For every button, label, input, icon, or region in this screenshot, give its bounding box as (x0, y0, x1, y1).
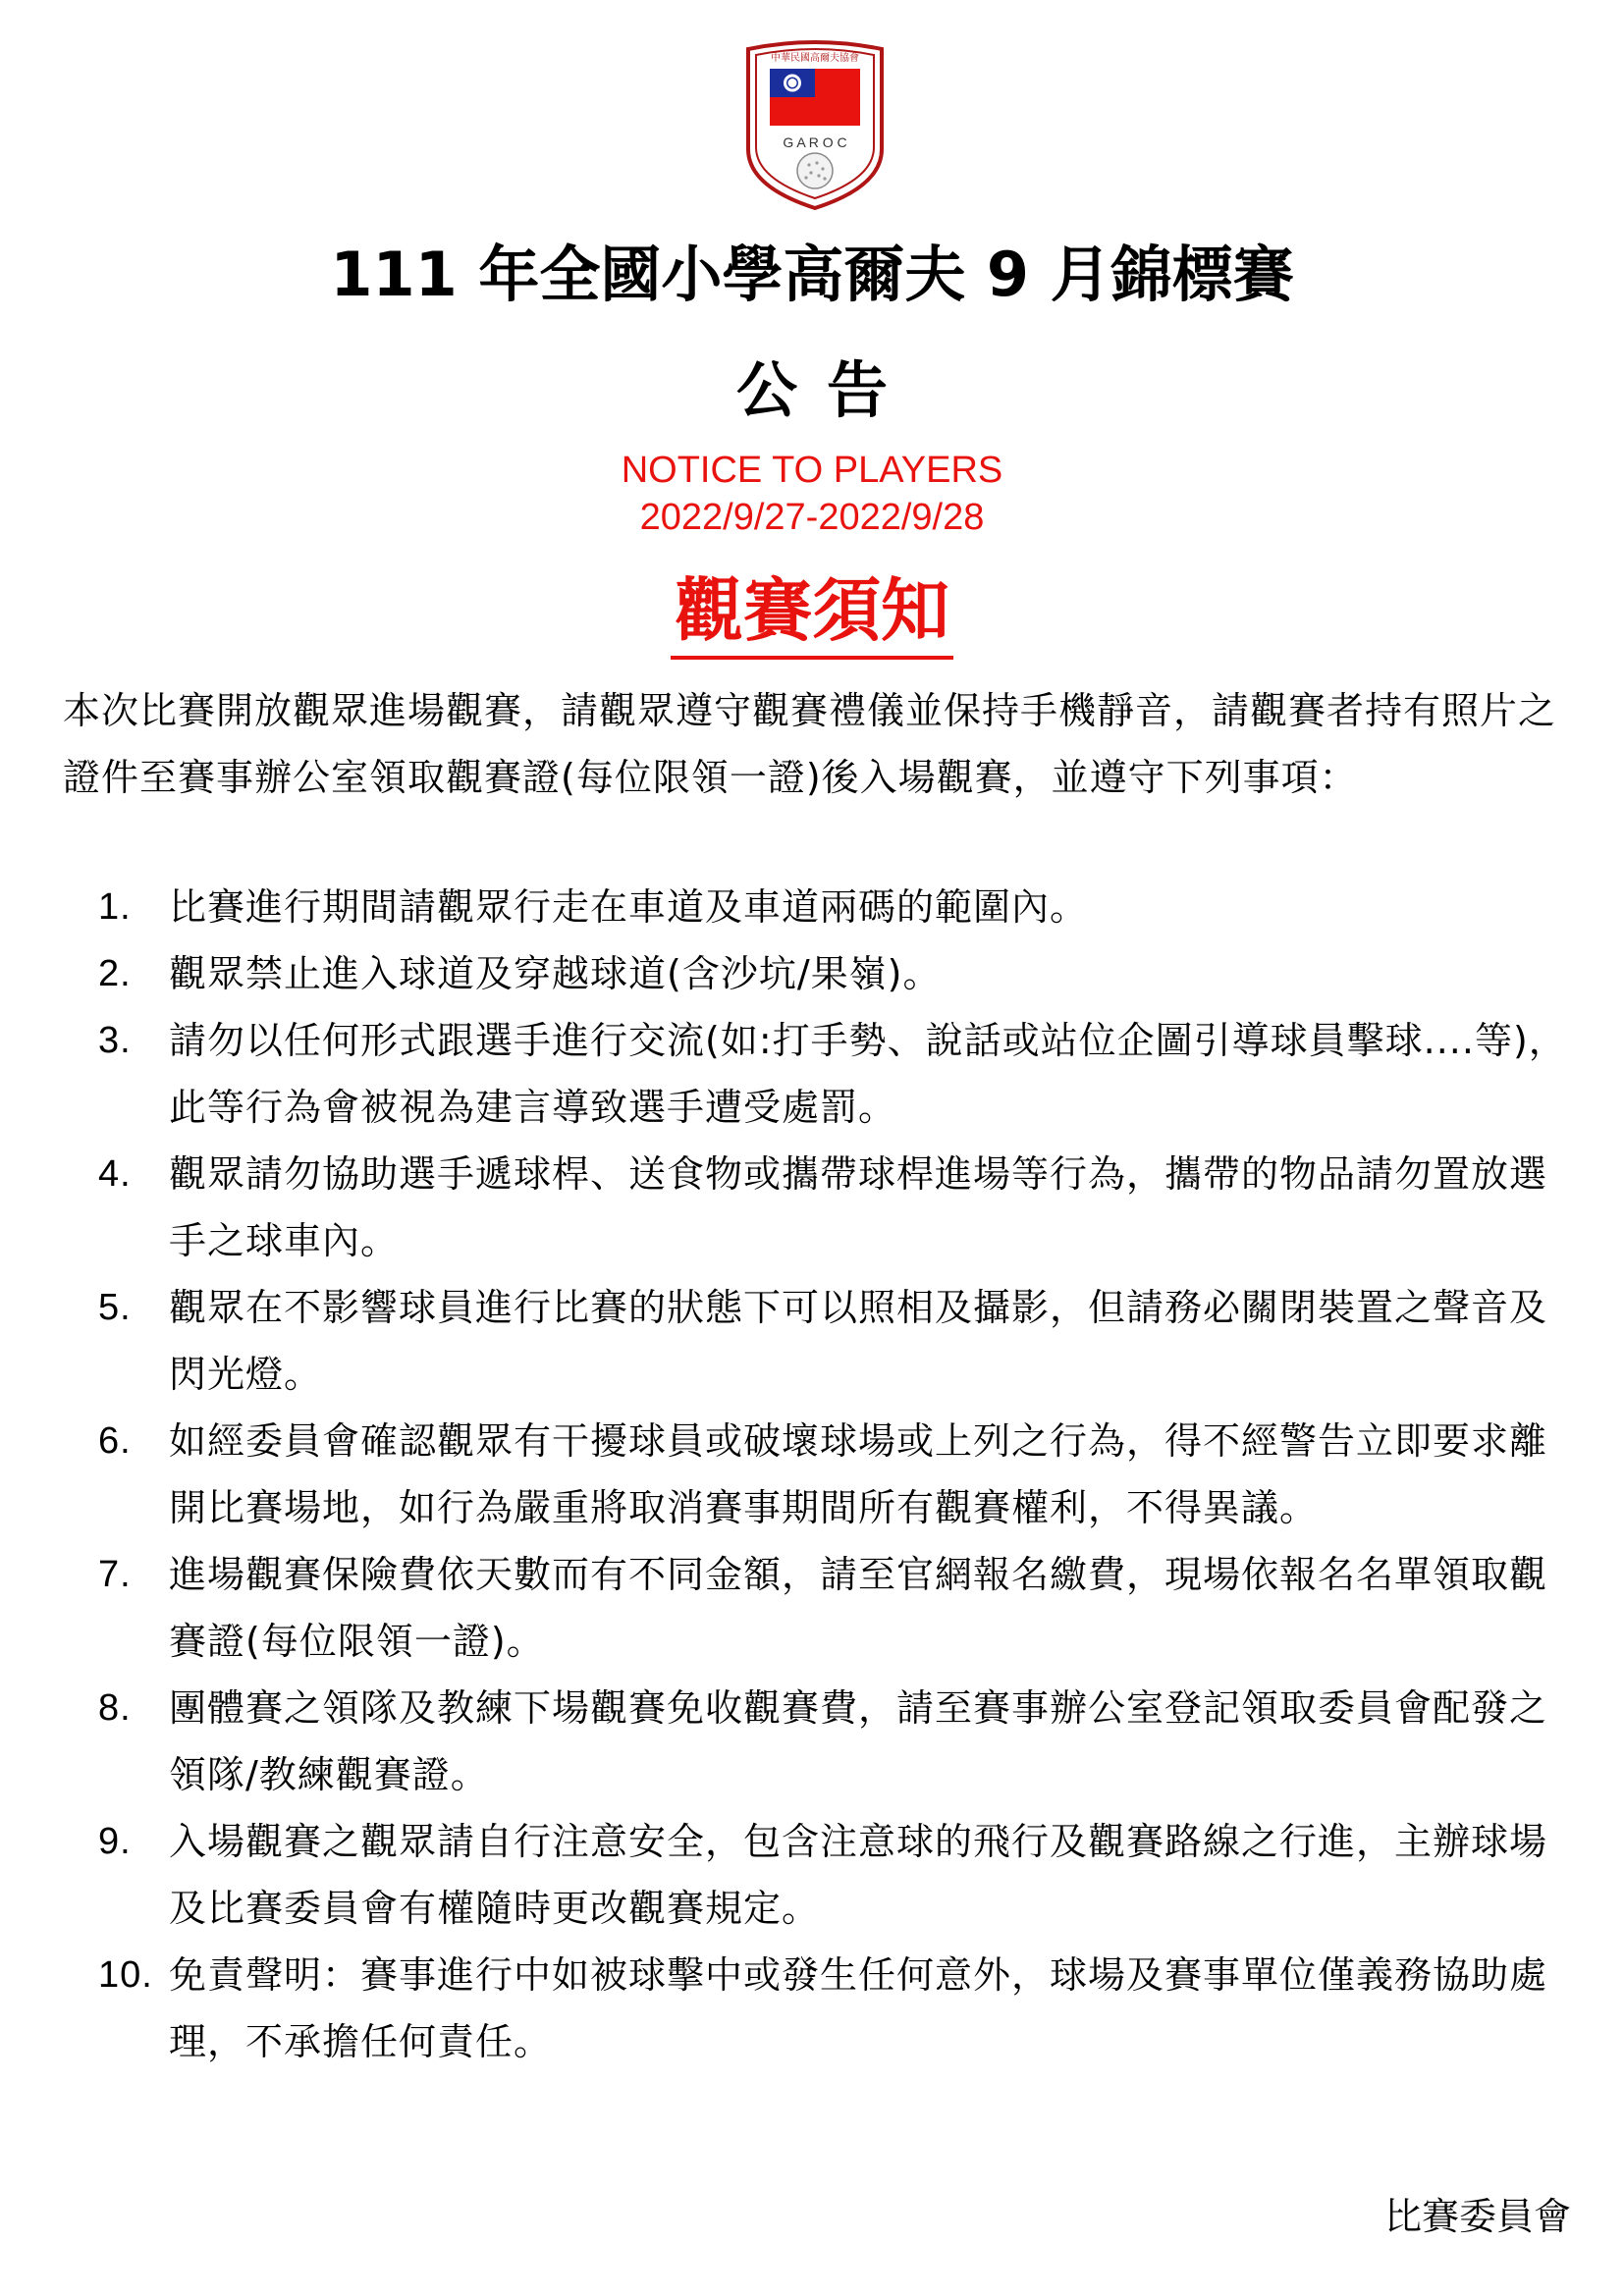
rule-item (98, 1141, 1581, 1274)
rule-text: 觀眾在不影響球員進行比賽的狀態下可以照相及攝影，但請務必關閉裝置之聲音及閃光燈。 (169, 1286, 1548, 1396)
date-range: 2022/9/27-2022/9/28 (639, 497, 985, 538)
rule-number: 10. (98, 1954, 153, 1996)
rule-text: 如經委員會確認觀眾有干擾球員或破壞球場或上列之行為，得不經警告立即要求離開比賽場地，如行為嚴重將取消賽事期間所有觀賽權利，不得異議。 (169, 1419, 1548, 1529)
rule-text: 進場觀賽保險費依天數而有不同金額，請至官網報名繳費，現場依報名名單領取觀賽證(每位限領一證)。 (169, 1553, 1548, 1663)
rule-text: 比賽進行期間請觀眾行走在車道及車道兩碼的範圍內。 (169, 885, 1089, 929)
rules-list (98, 874, 1581, 2075)
rule-item (98, 1942, 1581, 2075)
rule-number: 6. (98, 1420, 132, 1462)
rule-text: 觀眾禁止進入球道及穿越球道(含沙坑/果嶺)。 (169, 952, 942, 995)
rule-number: 8. (98, 1687, 132, 1729)
rule-item (98, 874, 1581, 940)
rule-item (98, 1541, 1581, 1675)
intro-paragraph: 本次比賽開放觀眾進場觀賽，請觀眾遵守觀賽禮儀並保持手機靜音，請觀賽者持有照片之證件至賽事辦公室領取觀賽證(每位限領一證)後入場觀賽，並遵守下列事項： (63, 689, 1557, 799)
rule-number: 7. (98, 1554, 132, 1595)
rule-item (98, 1007, 1581, 1141)
rule-item (98, 1408, 1581, 1541)
notice-english-label: NOTICE TO PLAYERS (621, 450, 1003, 491)
emblem-letters: G A R O C (783, 134, 847, 150)
rule-item (98, 940, 1581, 1007)
emblem-ring-text: 中華民國高爾夫協會 (771, 53, 859, 64)
rule-number: 5. (98, 1287, 132, 1328)
golf-association-emblem-icon (736, 39, 893, 211)
rule-number: 1. (98, 886, 132, 928)
rule-item (98, 1675, 1581, 1808)
rule-number: 9. (98, 1821, 132, 1862)
signature-committee: 比賽委員會 (1383, 2195, 1571, 2238)
rule-text: 免責聲明：賽事進行中如被球擊中或發生任何意外，球場及賽事單位僅義務協助處理，不承擔任何責任。 (169, 1953, 1548, 2063)
rule-text: 請勿以任何形式跟選手進行交流(如:打手勢、說話或站位企圖引導球員擊球....等)，此等行為會被視為建言導致選手遭受處罰。 (169, 1019, 1567, 1129)
rule-number: 3. (98, 1020, 132, 1061)
rule-item (98, 1274, 1581, 1408)
rule-text: 入場觀賽之觀眾請自行注意安全，包含注意球的飛行及觀賽路線之行進，主辦球場及比賽委員會有權隨時更改觀賽規定。 (169, 1820, 1548, 1930)
rule-text: 團體賽之領隊及教練下場觀賽免收觀賽費，請至賽事辦公室登記領取委員會配發之領隊/教練觀賽證。 (169, 1686, 1548, 1796)
subtitle-spectator-guidelines: 觀賽須知 (671, 567, 953, 660)
rule-number: 2. (98, 953, 132, 994)
rule-number: 4. (98, 1153, 132, 1195)
rule-text: 觀眾請勿協助選手遞球桿、送食物或攜帶球桿進場等行為，攜帶的物品請勿置放選手之球車內。 (169, 1152, 1548, 1262)
notice-heading: 公告 (735, 354, 917, 426)
page-title: 111 年全國小學高爾夫 9 月錦標賽 (330, 239, 1294, 310)
subtitle-container (0, 567, 1624, 660)
rule-item (98, 1808, 1581, 1942)
